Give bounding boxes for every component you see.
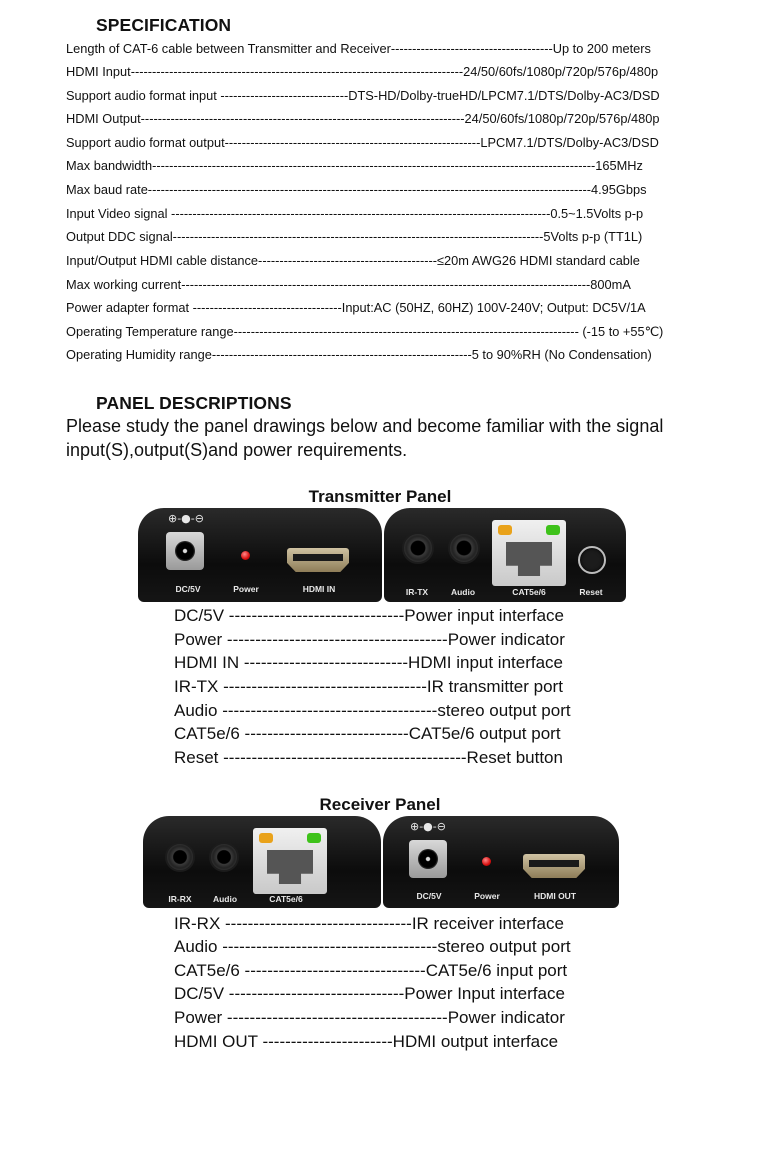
desc-row: HDMI OUT -----------------------HDMI output interface [174, 1032, 559, 1051]
label-hdmi-in: HDMI IN [302, 584, 336, 594]
dc-jack-icon [409, 840, 447, 878]
hdmi-port-icon [287, 548, 349, 572]
amber-led-icon [259, 833, 273, 843]
audio-jack-icon [448, 532, 480, 564]
label-ir-rx: IR-RX [168, 894, 192, 904]
spec-heading: SPECIFICATION [96, 15, 232, 35]
transmitter-panel-image [138, 508, 626, 604]
power-led-icon [482, 857, 491, 866]
label-dc: DC/5V [416, 891, 442, 901]
spec-row: Operating Temperature range--------------------------------------------------------------------------------- (-15 to +55℃) [66, 324, 664, 339]
label-dc: DC/5V [175, 584, 201, 594]
spec-row: Max bandwidth--------------------------------------------------------------------------------------------------------165MHz [66, 158, 643, 173]
spec-row: HDMI Input------------------------------------------------------------------------------24/50/60fs/1080p/720p/576p/480p [66, 64, 659, 79]
desc-row: HDMI IN -----------------------------HDMI input interface [174, 653, 564, 672]
label-audio: Audio [450, 587, 476, 597]
transmitter-right-unit [384, 508, 626, 602]
spec-row: Support audio format input ------------------------------DTS-HD/Dolby-trueHD/LPCM7.1/DTS/Dolby-AC3/DSD [66, 88, 660, 103]
label-audio: Audio [212, 894, 238, 904]
label-ir-tx: IR-TX [405, 587, 429, 597]
panels-heading: PANEL DESCRIPTIONS [96, 393, 292, 413]
receiver-right-unit [383, 816, 619, 908]
label-hdmi-out: HDMI OUT [533, 891, 577, 901]
desc-row: Reset -------------------------------------------Reset button [174, 748, 563, 767]
hdmi-port-icon [523, 854, 585, 878]
desc-row: DC/5V -------------------------------Power input interface [174, 606, 564, 625]
rj45-port-icon [492, 520, 566, 586]
label-cat: CAT5e/6 [512, 587, 546, 597]
spec-row: Support audio format output------------------------------------------------------------LPCM7.1/DTS/Dolby-AC3/DSD [66, 135, 659, 150]
desc-row: Audio --------------------------------------stereo output port [174, 937, 571, 956]
green-led-icon [546, 525, 560, 535]
spec-row: Length of CAT-6 cable between Transmitter and Receiver--------------------------------------Up to 200 meters [66, 41, 651, 56]
label-power: Power [474, 891, 500, 901]
rj45-port-icon [253, 828, 327, 894]
label-cat: CAT5e/6 [269, 894, 303, 904]
ir-tx-jack-icon [402, 532, 434, 564]
ir-rx-jack-icon [165, 842, 195, 872]
receiver-left-unit [143, 816, 381, 908]
desc-row: CAT5e/6 --------------------------------CAT5e/6 input port [174, 961, 568, 980]
spec-row: Power adapter format -----------------------------------Input:AC (50HZ, 60HZ) 100V-240V; Output: DC5V/1A [66, 300, 646, 315]
desc-row: Audio --------------------------------------stereo output port [174, 701, 571, 720]
spec-row: Max baud rate--------------------------------------------------------------------------------------------------------4.95Gbps [66, 182, 647, 197]
label-reset: Reset [579, 587, 603, 597]
spec-row: HDMI Output----------------------------------------------------------------------------24/50/60fs/1080p/720p/576p/480p [66, 111, 660, 126]
amber-led-icon [498, 525, 512, 535]
green-led-icon [307, 833, 321, 843]
transmitter-title: Transmitter Panel [308, 487, 452, 506]
desc-row: Power ---------------------------------------Power indicator [174, 630, 565, 649]
desc-row: IR-TX ------------------------------------IR transmitter port [174, 677, 563, 696]
spec-row: Output DDC signal---------------------------------------------------------------------------------------5Volts p-p (TT1L) [66, 229, 643, 244]
receiver-title: Receiver Panel [319, 795, 441, 814]
desc-row: IR-RX ---------------------------------IR receiver interface [174, 914, 564, 933]
power-led-icon [241, 551, 250, 560]
reset-button-icon [578, 546, 606, 574]
polarity-icon: ⊕-●-⊖ [410, 820, 446, 833]
spec-row: Input/Output HDMI cable distance------------------------------------------≤20m AWG26 HDMI standard cable [66, 253, 640, 268]
spec-row: Input Video signal -----------------------------------------------------------------------------------------0.5~1.5Volts p-p [66, 206, 644, 221]
label-power: Power [233, 584, 259, 594]
desc-row: Power ---------------------------------------Power indicator [174, 1008, 565, 1027]
dc-jack-icon [166, 532, 204, 570]
receiver-panel-image [143, 816, 619, 910]
panels-intro: Please study the panel drawings below and become familiar with the signal input(S),output(S)and power requirements. [66, 416, 664, 460]
spec-row: Max working current------------------------------------------------------------------------------------------------800mA [66, 277, 631, 292]
desc-row: DC/5V -------------------------------Power Input interface [174, 984, 565, 1003]
desc-row: CAT5e/6 -----------------------------CAT5e/6 output port [174, 724, 561, 743]
spec-row: Operating Humidity range-------------------------------------------------------------5 to 90%RH (No Condensation) [66, 347, 652, 362]
transmitter-left-unit [138, 508, 382, 602]
audio-jack-icon [209, 842, 239, 872]
polarity-icon: ⊕-●-⊖ [168, 512, 204, 525]
